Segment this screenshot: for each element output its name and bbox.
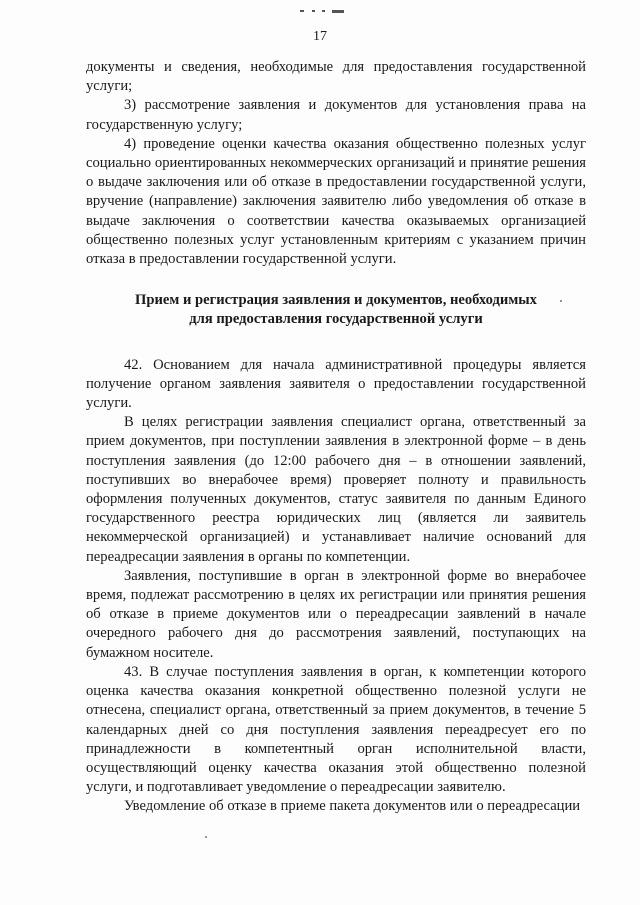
paragraph-item-3: 3) рассмотрение заявления и документов для установления права на государственную услугу;: [86, 97, 586, 133]
paragraph-after-hours: Заявления, поступившие в орган в электронной форме во внерабочее время, подлежат рассмотрению в целях их регистрации или принятия решения об отказе в приеме документов или о переадресации заявлений в начале очередного рабочего дня до рассмотрения заявлений, поступающих на бумажном носителе.: [86, 567, 586, 661]
paragraph-notification: Уведомление об отказе в приеме пакета документов или о переадресации: [124, 798, 581, 815]
scan-speck: [205, 836, 207, 838]
document-body: [86, 58, 586, 817]
paragraph-item-4: 4) проведение оценки качества оказания общественно полезных услуг социально ориентированных некоммерческих организаций и принятие решения о выдаче заключения или об отказе в предоставлении государственной услуги, вручение (направление) заключения заявителю либо уведомления об отказе в выдаче заключения о соответствии качества оказываемых организацией общественно полезных услуг установленным критериям с указанием причин отказа в предоставлении государственной услуги.: [86, 135, 586, 268]
page-number: 17: [313, 29, 327, 44]
section-heading-line-2: для предоставления государственной услуги: [189, 311, 483, 328]
paragraph-42: 42. Основанием для начала административной процедуры является получение органом заявления заявителя о предоставлении государственной услуги.: [86, 356, 586, 412]
scan-speck: [560, 300, 562, 302]
section-heading-line-1: Прием и регистрация заявления и документов, необходимых: [135, 292, 537, 309]
paragraph-43: 43. В случае поступления заявления в орган, к компетенции которого оценка качества оказания конкретной общественно полезной услуги не отнесена, специалист органа, ответственный за прием документов, в течение 5 календарных дней со дня поступления заявления переадресует его по принадлежности в компетентный орган исполнительной власти, осуществляющий оценку качества оказания этой общественно полезной услуги, и подготавливает уведомление о переадресации заявителю.: [86, 663, 586, 796]
paragraph-registration: В целях регистрации заявления специалист органа, ответственный за прием документов, при поступлении заявления в электронной форме – в день поступления заявления (до 12:00 рабочего дня – в отношении заявлений, поступивших во внерабочее время) проверяет полноту и правильность оформления полученных документов, статус заявителя по данным Единого государственного реестра юридических лиц (является ли заявитель некоммерческой организацией) и устанавливает наличие оснований для переадресации заявления в органы по компетенции.: [86, 414, 586, 565]
paragraph-continuation: документы и сведения, необходимые для предоставления государственной услуги;: [86, 59, 586, 95]
scan-artifact: [300, 10, 360, 14]
section-heading: [86, 291, 586, 329]
